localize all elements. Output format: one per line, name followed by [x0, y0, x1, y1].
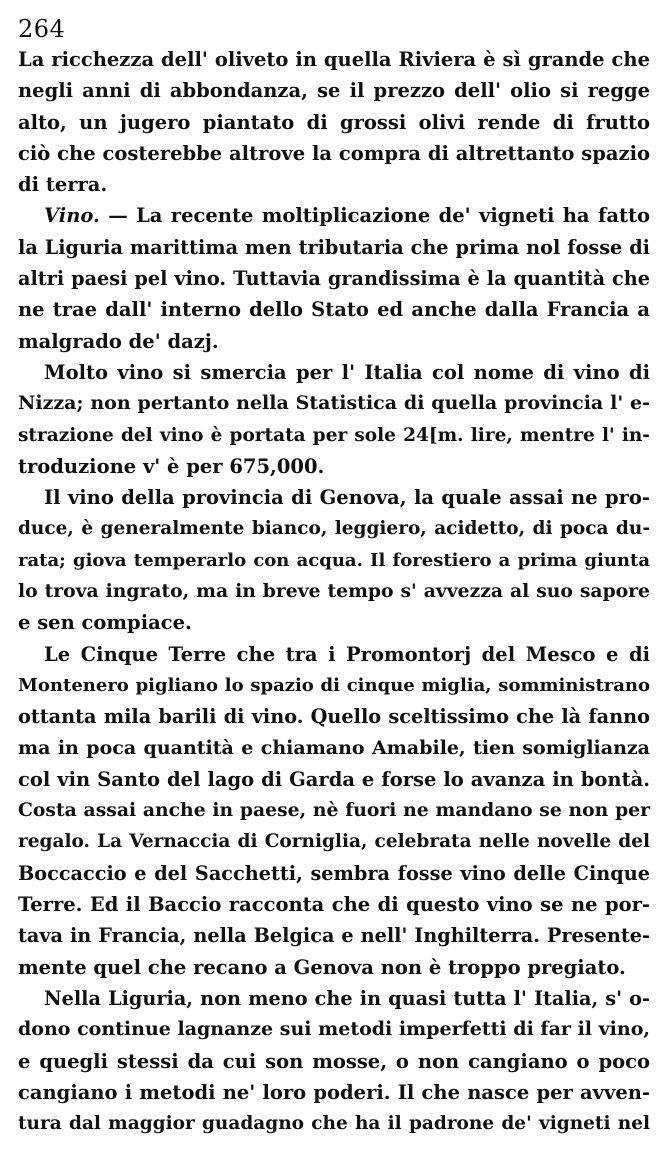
text-line: troduzione v' è per 675,000. — [18, 454, 325, 478]
paragraph-vino — [18, 200, 650, 356]
text-line: di terra. — [18, 173, 108, 197]
text-line: col vin Santo del lago di Garda e forse lo avanza in bontà. — [18, 767, 650, 791]
text-line: ma in poca quantità e chiamano Amabile, tien somiglianza — [18, 736, 650, 759]
text-line: e sen compiace. — [18, 611, 192, 635]
text-line: La ricchezza dell' oliveto in quella Riviera è sì grande che — [18, 48, 650, 71]
text-line: malgrado de' dazj. — [18, 329, 219, 353]
text-line: Il vino della provincia di Genova, la quale assai ne pro- — [44, 486, 650, 510]
text-line: Terre. Ed il Baccio racconta che di questo vino se ne por- — [18, 893, 650, 917]
text-line: strazione del vino è portata per sole 24[m. lire, mentre l' in- — [18, 424, 650, 446]
text-line: altri paesi pel vino. Tuttavia grandissima è la quantità che — [18, 267, 650, 291]
text-line: e quegli stessi da cui son mosse, o non cangiano o poco — [18, 1049, 650, 1073]
paragraph-cinque-terre — [18, 639, 650, 983]
text-line-rest: — La recente moltiplicazione de' vigneti ha fatto — [99, 204, 650, 228]
text-line: Montenero pigliano lo spazio di cinque miglia, somministrano — [18, 674, 650, 696]
text-line: negli anni di abbondanza, se il prezzo dell' olio si regge — [18, 79, 650, 103]
text-line: Molto vino si smercia per l' Italia col nome di vino di — [44, 360, 650, 384]
text-line — [18, 200, 650, 231]
text-line: ottanta mila barili di vino. Quello sceltissimo che là fanno — [18, 705, 650, 729]
text-line: duce, è generalmente bianco, leggiero, acidetto, di poca du- — [18, 518, 650, 540]
text-line: ne trae dall' interno dello Stato ed anche dalla Francia a — [18, 298, 650, 322]
text-line: regalo. La Vernaccia di Corniglia, celebrata nelle novelle del — [18, 831, 650, 853]
text-line: tava in Francia, nella Belgica e nell' Inghilterra. Presente- — [18, 924, 650, 948]
paragraph-olive-wealth — [18, 44, 650, 200]
text-line: Costa assai anche in paese, nè fuori ne mandano se non per — [18, 799, 650, 822]
text-line: dono continue lagnanze sui metodi imperfetti di far il vino, — [18, 1018, 650, 1041]
text-line: rata; giova temperarlo con acqua. Il forestiero a prima giunta — [18, 549, 650, 571]
text-line: Nizza; non pertanto nella Statistica di quella provincia l' e- — [18, 392, 650, 415]
section-heading-vino: Vino. — [44, 204, 100, 228]
text-line: cangiano i metodi ne' loro poderi. Il che nasce per avven- — [18, 1080, 650, 1104]
text-line: Boccaccio e del Sacchetti, sembra fosse vino delle Cinque — [18, 861, 650, 885]
paragraph-liguria-methods — [18, 983, 650, 1139]
page-number: 264 — [18, 15, 66, 43]
text-line: Le Cinque Terre che tra i Promontorj del Mesco e di — [44, 642, 650, 666]
text-line: ciò che costerebbe altrove la compra di altrettanto spazio — [18, 141, 650, 165]
text-line: Nella Liguria, non meno che in quasi tutta l' Italia, s' o- — [44, 986, 650, 1010]
text-line: lo trova ingrato, ma in breve tempo s' avvezza al suo sapore — [18, 580, 650, 603]
paragraph-genova — [18, 482, 650, 638]
text-line: alto, un jugero piantato di grossi olivi rende di frutto — [18, 110, 650, 134]
text-line: mente quel che recano a Genova non è troppo pregiato. — [18, 955, 626, 979]
paragraph-nizza — [18, 357, 650, 482]
text-line: la Liguria marittima men tributaria che prima nol fosse di — [18, 235, 650, 259]
text-line: tura dal maggior guadagno che ha il padrone de' vigneti nel — [18, 1113, 650, 1135]
